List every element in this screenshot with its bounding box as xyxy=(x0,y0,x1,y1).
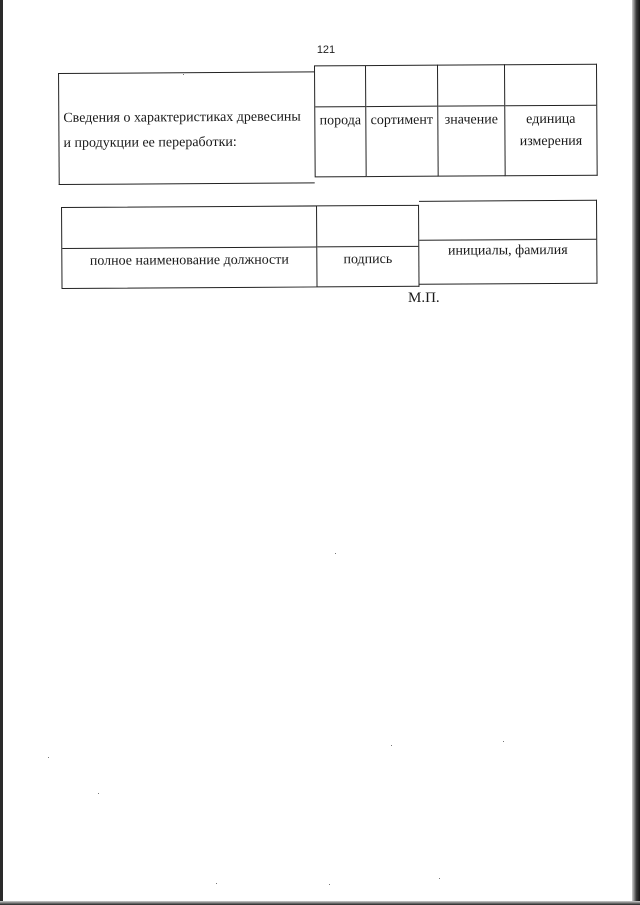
scan-speck xyxy=(439,878,440,879)
column-value xyxy=(438,64,506,176)
scan-speck xyxy=(503,741,504,742)
column-unit-blank xyxy=(505,65,596,107)
scan-speck xyxy=(329,884,330,885)
name-label: инициалы, фамилия xyxy=(447,242,568,259)
position-label: полное наименование должности xyxy=(89,252,289,269)
scan-speck xyxy=(391,745,392,746)
scan-edge-bottom xyxy=(0,901,640,905)
scan-speck xyxy=(48,757,49,758)
column-species-blank xyxy=(315,66,365,107)
name-cell xyxy=(419,200,598,285)
signature-cell xyxy=(317,205,419,288)
position-cell xyxy=(61,205,317,289)
position-blank xyxy=(62,206,316,249)
scan-edge-right xyxy=(632,0,640,905)
column-value-label: значение xyxy=(444,112,498,128)
scan-speck xyxy=(216,883,217,884)
stamp-place-label: М.П. xyxy=(408,290,440,306)
column-assortment-label: сортимент xyxy=(370,112,434,129)
characteristics-description: Сведения о характеристиках древесины и продукции ее переработки: xyxy=(63,109,301,151)
name-blank xyxy=(419,201,596,241)
column-assortment xyxy=(366,65,439,177)
characteristics-description-cell xyxy=(58,71,315,185)
column-species-label: порода xyxy=(319,113,362,129)
signature-table xyxy=(61,200,598,289)
scan-speck xyxy=(335,553,336,554)
signature-label: подпись xyxy=(343,251,393,268)
scan-edge-left xyxy=(0,0,3,905)
characteristics-table xyxy=(58,64,599,185)
column-species xyxy=(314,65,367,177)
page-number: 121 xyxy=(316,44,336,56)
scan-speck xyxy=(98,793,99,794)
column-unit-label: единица измерения xyxy=(519,111,583,150)
signature-blank xyxy=(317,206,418,248)
scan-speck xyxy=(183,74,184,75)
column-unit xyxy=(505,64,598,177)
column-assortment-blank xyxy=(366,66,437,107)
column-value-blank xyxy=(438,65,504,106)
